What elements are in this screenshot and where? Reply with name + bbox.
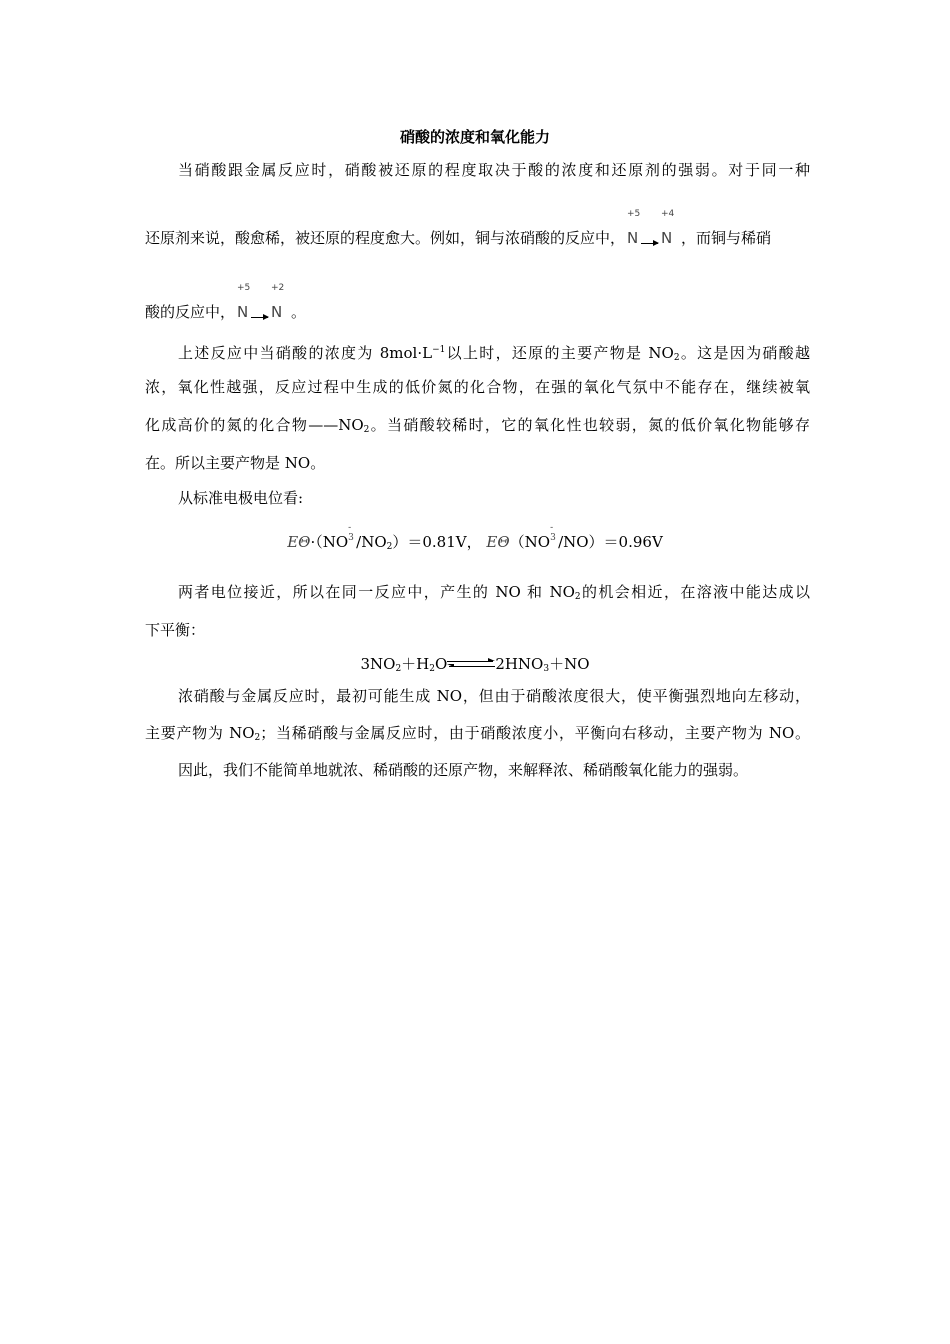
text-fragment: 酸的反应中，: [145, 303, 236, 321]
text-fragment: ；当稀硝酸与金属反应时，由于硝酸浓度小，平衡向右移动，主要产物为 NO。: [260, 724, 810, 742]
text-fragment: O: [435, 655, 448, 673]
paragraph-2-line-3: [145, 415, 810, 435]
text-fragment: ，而铜与稀硝: [681, 229, 772, 247]
paragraph-3: 从标准电极电位看:: [178, 489, 304, 507]
equilibrium-arrow-icon: [447, 658, 495, 672]
charge-label: +5: [627, 209, 641, 219]
arrow-icon: [251, 317, 268, 318]
paragraph-5-line-2: [145, 723, 810, 743]
text-fragment: 化成高价的氮的化合物——NO: [145, 416, 364, 434]
subscript: 3: [543, 664, 550, 674]
text-fragment: /NO）＝0.96V: [558, 533, 663, 551]
text-fragment: /NO: [356, 533, 387, 551]
paragraph-1-line-3: [145, 283, 810, 322]
element-symbol: N: [271, 303, 283, 321]
superscript: −1: [432, 345, 446, 355]
charge-label: +5: [237, 283, 251, 293]
potential-symbol: EΘ: [287, 533, 311, 551]
paragraph-1-line-1: 当硝酸跟金属反应时，硝酸被还原的程度取决于酸的浓度和还原剂的强弱。对于同一种: [178, 161, 810, 179]
subscript: 2: [574, 592, 581, 602]
paragraph-1-line-2: [145, 209, 810, 248]
charge-label: +4: [661, 209, 675, 219]
element-symbol: N: [237, 303, 249, 321]
text-fragment: （NO: [315, 533, 349, 551]
text-fragment: ·: [310, 533, 316, 551]
text-fragment: 两者电位接近，所以在同一反应中，产生的 NO 和 NO: [178, 583, 575, 601]
text-fragment: 。当硝酸较稀时，它的氧化性也较弱，氮的低价氧化物能够存: [369, 416, 810, 434]
text-fragment: 上述反应中当硝酸的浓度为 8mol·L: [178, 344, 433, 362]
subscript: 2: [254, 733, 261, 743]
arrow-icon: [641, 243, 658, 244]
charge-label: -: [550, 523, 554, 533]
paragraph-2-line-2: 浓，氧化性越强，反应过程中生成的低价氮的化合物，在强的氧化气氛中不能存在，继续被氧: [145, 378, 810, 396]
charge-label: -: [348, 523, 352, 533]
charge-label: +2: [271, 283, 285, 293]
paragraph-4-line-2: 下平衡：: [145, 621, 206, 639]
element-symbol: N: [661, 229, 673, 247]
text-fragment: 3NO: [360, 655, 396, 673]
text-fragment: 2HNO: [495, 655, 544, 673]
document-title: 硝酸的浓度和氧化能力: [399, 128, 550, 146]
text-fragment: 的机会相近，在溶液中能达成以: [580, 583, 810, 601]
text-fragment: （NO: [509, 533, 551, 551]
text-fragment: 主要产物为 NO: [145, 724, 255, 742]
equilibrium-equation: [0, 654, 950, 674]
text-fragment: 。这是因为硝酸越: [679, 344, 810, 362]
subscript: 2: [386, 542, 393, 552]
paragraph-2-line-4: 在。所以主要产物是 NO。: [145, 454, 326, 472]
ion-charge: [348, 523, 356, 552]
paragraph-4-line-1: [178, 582, 810, 602]
oxidation-change-formula: [625, 209, 681, 248]
ion-charge: [550, 523, 558, 552]
paragraph-5-line-1: 浓硝酸与金属反应时，最初可能生成 NO，但由于硝酸浓度很大，使平衡强烈地向左移动，: [178, 687, 810, 705]
subscript: 3: [348, 533, 354, 543]
subscript: 2: [395, 664, 402, 674]
subscript: 2: [363, 425, 370, 435]
element-symbol: N: [627, 229, 639, 247]
subscript: 2: [429, 664, 435, 674]
paragraph-2-line-1: [178, 343, 810, 363]
text-fragment: ＋H: [401, 655, 430, 673]
text-fragment: 以上时，还原的主要产物是 NO: [445, 344, 674, 362]
subscript: 3: [550, 533, 556, 543]
equation-potentials: [0, 523, 950, 552]
potential-symbol: EΘ: [486, 533, 510, 551]
text-fragment: 还原剂来说，酸愈稀，被还原的程度愈大。例如，铜与浓硝酸的反应中，: [145, 229, 626, 247]
subscript: 2: [673, 353, 680, 363]
text-fragment: ＋NO: [549, 655, 590, 673]
text-fragment: ）＝0.81V，: [392, 533, 482, 551]
paragraph-6: 因此，我们不能简单地就浓、稀硝酸的还原产物，来解释浓、稀硝酸氧化能力的强弱。: [178, 761, 749, 779]
text-fragment: 。: [291, 303, 307, 321]
oxidation-change-formula: [235, 283, 291, 322]
